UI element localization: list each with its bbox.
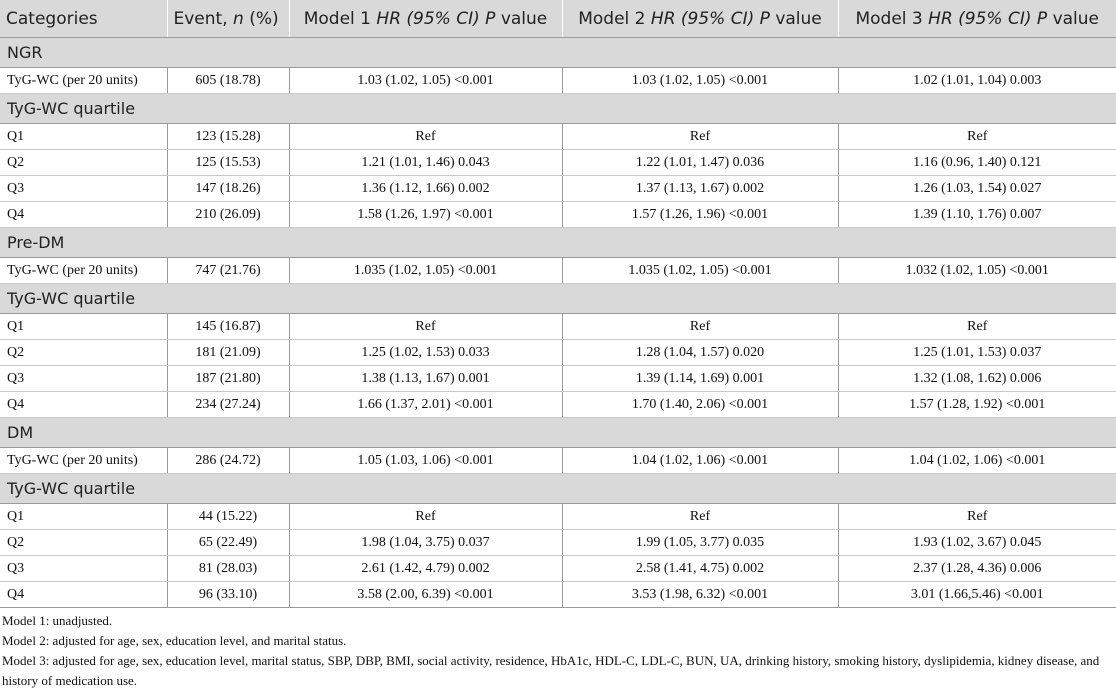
category-cell: Q2	[0, 150, 167, 176]
footnote-model-1: Model 1: unadjusted.	[2, 613, 113, 628]
model-3-cell: 1.57 (1.28, 1.92) <0.001	[838, 392, 1116, 418]
table-row	[0, 582, 1116, 608]
model-1-cell: 1.25 (1.02, 1.53) 0.033	[289, 340, 562, 366]
model-3-cell: Ref	[838, 504, 1116, 530]
header-model-2: Model 2 HR (95% CI) P value	[562, 0, 838, 38]
model-1-cell: 3.58 (2.00, 6.39) <0.001	[289, 582, 562, 608]
model-3-cell: 1.32 (1.08, 1.62) 0.006	[838, 366, 1116, 392]
table-row	[0, 340, 1116, 366]
model-3-cell: 1.04 (1.02, 1.06) <0.001	[838, 448, 1116, 474]
category-cell: Q4	[0, 392, 167, 418]
section-label: TyG-WC quartile	[0, 284, 1116, 314]
section-label: DM	[0, 418, 1116, 448]
event-cell: 145 (16.87)	[167, 314, 289, 340]
section-row	[0, 284, 1116, 314]
model-2-cell: Ref	[562, 124, 838, 150]
table-row	[0, 392, 1116, 418]
model-1-cell: 1.03 (1.02, 1.05) <0.001	[289, 68, 562, 94]
model-2-cell: 1.28 (1.04, 1.57) 0.020	[562, 340, 838, 366]
category-cell: Q3	[0, 366, 167, 392]
section-label: TyG-WC quartile	[0, 94, 1116, 124]
table-row	[0, 530, 1116, 556]
model-2-cell: Ref	[562, 314, 838, 340]
table-row	[0, 448, 1116, 474]
model-1-cell: 1.21 (1.01, 1.46) 0.043	[289, 150, 562, 176]
section-label: NGR	[0, 38, 1116, 68]
category-cell: TyG-WC (per 20 units)	[0, 258, 167, 284]
event-cell: 210 (26.09)	[167, 202, 289, 228]
model-2-cell: 2.58 (1.41, 4.75) 0.002	[562, 556, 838, 582]
model-2-cell: 1.03 (1.02, 1.05) <0.001	[562, 68, 838, 94]
event-cell: 125 (15.53)	[167, 150, 289, 176]
section-row	[0, 94, 1116, 124]
event-cell: 234 (27.24)	[167, 392, 289, 418]
table-row	[0, 124, 1116, 150]
header-model-1: Model 1 HR (95% CI) P value	[289, 0, 562, 38]
event-cell: 96 (33.10)	[167, 582, 289, 608]
event-cell: 181 (21.09)	[167, 340, 289, 366]
model-2-cell: 1.035 (1.02, 1.05) <0.001	[562, 258, 838, 284]
category-cell: Q1	[0, 314, 167, 340]
category-cell: Q4	[0, 202, 167, 228]
model-1-cell: 2.61 (1.42, 4.79) 0.002	[289, 556, 562, 582]
section-row	[0, 38, 1116, 68]
table-footnotes	[2, 611, 1114, 691]
model-1-cell: 1.58 (1.26, 1.97) <0.001	[289, 202, 562, 228]
table-row	[0, 68, 1116, 94]
event-cell: 123 (15.28)	[167, 124, 289, 150]
table-header	[0, 0, 1116, 38]
category-cell: Q1	[0, 504, 167, 530]
model-3-cell: 1.032 (1.02, 1.05) <0.001	[838, 258, 1116, 284]
model-1-cell: Ref	[289, 314, 562, 340]
event-cell: 44 (15.22)	[167, 504, 289, 530]
table-row	[0, 202, 1116, 228]
model-3-cell: Ref	[838, 124, 1116, 150]
category-cell: Q4	[0, 582, 167, 608]
header-event: Event, n (%)	[167, 0, 289, 38]
model-1-cell: 1.05 (1.03, 1.06) <0.001	[289, 448, 562, 474]
table-row	[0, 258, 1116, 284]
model-1-cell: Ref	[289, 504, 562, 530]
model-2-cell: 1.70 (1.40, 2.06) <0.001	[562, 392, 838, 418]
model-1-cell: 1.66 (1.37, 2.01) <0.001	[289, 392, 562, 418]
header-categories: Categories	[0, 0, 167, 38]
model-3-cell: 1.02 (1.01, 1.04) 0.003	[838, 68, 1116, 94]
section-row	[0, 418, 1116, 448]
table-row	[0, 150, 1116, 176]
table-row	[0, 176, 1116, 202]
event-cell: 81 (28.03)	[167, 556, 289, 582]
event-cell: 286 (24.72)	[167, 448, 289, 474]
category-cell: Q2	[0, 530, 167, 556]
model-1-cell: 1.38 (1.13, 1.67) 0.001	[289, 366, 562, 392]
section-label: Pre-DM	[0, 228, 1116, 258]
model-3-cell: 1.16 (0.96, 1.40) 0.121	[838, 150, 1116, 176]
event-cell: 187 (21.80)	[167, 366, 289, 392]
section-label: TyG-WC quartile	[0, 474, 1116, 504]
model-3-cell: Ref	[838, 314, 1116, 340]
model-3-cell: 1.39 (1.10, 1.76) 0.007	[838, 202, 1116, 228]
model-2-cell: 1.04 (1.02, 1.06) <0.001	[562, 448, 838, 474]
model-3-cell: 2.37 (1.28, 4.36) 0.006	[838, 556, 1116, 582]
event-cell: 65 (22.49)	[167, 530, 289, 556]
header-model-3: Model 3 HR (95% CI) P value	[838, 0, 1116, 38]
model-3-cell: 3.01 (1.66,5.46) <0.001	[838, 582, 1116, 608]
model-1-cell: 1.035 (1.02, 1.05) <0.001	[289, 258, 562, 284]
table-row	[0, 556, 1116, 582]
model-3-cell: 1.26 (1.03, 1.54) 0.027	[838, 176, 1116, 202]
table-body	[0, 38, 1116, 608]
table-row	[0, 504, 1116, 530]
table-row	[0, 366, 1116, 392]
model-2-cell: 3.53 (1.98, 6.32) <0.001	[562, 582, 838, 608]
model-2-cell: 1.99 (1.05, 3.77) 0.035	[562, 530, 838, 556]
section-row	[0, 228, 1116, 258]
model-2-cell: 1.37 (1.13, 1.67) 0.002	[562, 176, 838, 202]
model-2-cell: 1.22 (1.01, 1.47) 0.036	[562, 150, 838, 176]
footnote-model-3: Model 3: adjusted for age, sex, education level, marital status, SBP, DBP, BMI, social activity, residence, HbA1c, HDL-C, LDL-C, BUN, UA, drinking history, smoking history, dyslipidemia, kidney disease, and history of medication use.	[2, 653, 1100, 688]
event-cell: 147 (18.26)	[167, 176, 289, 202]
category-cell: Q3	[0, 556, 167, 582]
model-1-cell: 1.98 (1.04, 3.75) 0.037	[289, 530, 562, 556]
event-cell: 747 (21.76)	[167, 258, 289, 284]
category-cell: TyG-WC (per 20 units)	[0, 68, 167, 94]
model-3-cell: 1.93 (1.02, 3.67) 0.045	[838, 530, 1116, 556]
model-1-cell: 1.36 (1.12, 1.66) 0.002	[289, 176, 562, 202]
category-cell: Q3	[0, 176, 167, 202]
model-1-cell: Ref	[289, 124, 562, 150]
event-cell: 605 (18.78)	[167, 68, 289, 94]
table-row	[0, 314, 1116, 340]
model-3-cell: 1.25 (1.01, 1.53) 0.037	[838, 340, 1116, 366]
model-2-cell: 1.39 (1.14, 1.69) 0.001	[562, 366, 838, 392]
category-cell: TyG-WC (per 20 units)	[0, 448, 167, 474]
model-2-cell: 1.57 (1.26, 1.96) <0.001	[562, 202, 838, 228]
section-row	[0, 474, 1116, 504]
footnote-model-2: Model 2: adjusted for age, sex, education level, and marital status.	[2, 633, 347, 648]
category-cell: Q2	[0, 340, 167, 366]
model-2-cell: Ref	[562, 504, 838, 530]
category-cell: Q1	[0, 124, 167, 150]
